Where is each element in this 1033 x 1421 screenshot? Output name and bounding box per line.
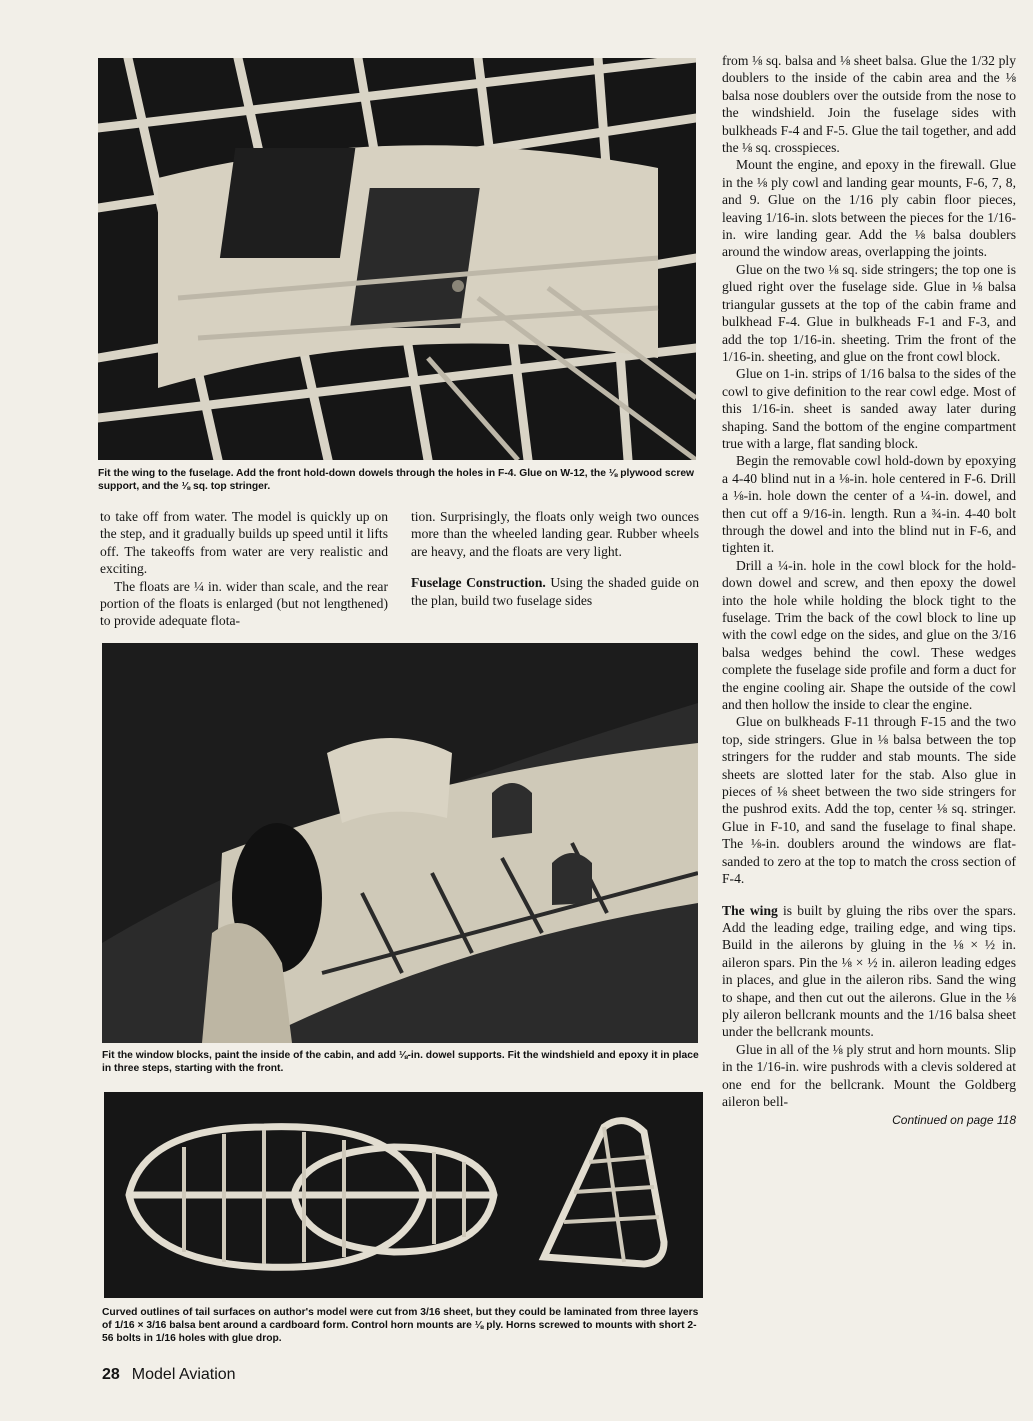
paragraph: to take off from water. The model is quickly up on the step, and it gradually builds up speed until it lifts off. The takeoffs from water are very realistic and exciting.: [100, 509, 388, 577]
paragraph-text: Using the shaded guide on the plan, build two fuselage sides: [411, 575, 699, 608]
paragraph: from ⅛ sq. balsa and ⅛ sheet balsa. Glue the 1/32 ply doublers to the inside of the cabin area and the ⅛ balsa nose doublers over the outside from the nose to the windshield. Join the fuselage sides with bulkheads F-4 and F-5. Glue the tail together, and add the ⅛ sq. crosspieces.: [722, 53, 1016, 156]
magazine-name: Model Aviation: [131, 1366, 236, 1383]
page-footer: [102, 1366, 236, 1384]
photo-cabin-windshield: [102, 643, 698, 1043]
photo2-caption: Fit the window blocks, paint the inside of the cabin, and add ⅛-in. dowel supports. Fit the windshield and epoxy it in place in three steps, starting with the front.: [102, 1050, 699, 1074]
photo-tail-surfaces: [104, 1092, 703, 1298]
paragraph: Drill a ¼-in. hole in the cowl block for the hold-down dowel and screw, and then epoxy the dowel into the hole while holding the block tight to the fuselage. Trim the back of the cowl block to line up with the cowl edge on the sides, and glue on the 3/16 balsa wedges behind the cowl. These wedges complete the fuselage side profile and form a duct for the engine cooling air. Shape the outside of the cowl and then hollow the inside to clear the engine.: [722, 557, 1016, 713]
paragraph: tion. Surprisingly, the floats only weigh two ounces more than the wheeled landing gear. Rubber wheels are heavy, and the floats are very light.: [411, 509, 699, 559]
left-column: [100, 508, 388, 630]
paragraph: Mount the engine, and epoxy in the firewall. Glue in the ⅛ ply cowl and landing gear mounts, F-6, 7, 8, and 9. Glue on the 1/16 ply cabin floor pieces, leaving 1/16-in. slots between the pieces for the 1/16-in. wire landing gear. Add the ⅛ balsa doublers around the window areas, overlapping the joints.: [722, 157, 1016, 260]
paragraph: Glue in all of the ⅛ ply strut and horn mounts. Slip in the 1/16-in. wire pushrods with a clevis soldered at one end for the bellcrank. Mount the Goldberg aileron bell-: [722, 1041, 1016, 1109]
paragraph: [411, 574, 699, 609]
continued-note: Continued on page 118: [892, 1113, 1016, 1128]
photo3-caption: Curved outlines of tail surfaces on author's model were cut from 3/16 sheet, but they could be laminated from three layers of 1/16 × 3/16 balsa bent around a cardboard form. Control horn mounts are ⅛ ply. Horns screwed to mounts with short 2-56 bolts in 1/16 holes with glue drop.: [102, 1307, 699, 1344]
photo-wing-fuselage: [98, 58, 696, 460]
middle-column: [411, 508, 699, 609]
page-number: 28: [102, 1366, 120, 1383]
paragraph: The floats are ¼ in. wider than scale, and the rear portion of the floats is enlarged (but not lengthened) to provide adequate flota-: [100, 578, 388, 629]
paragraph: Glue on the two ⅛ sq. side stringers; the top one is glued right over the fuselage side. Glue in ⅛ balsa triangular gussets at the top of the cabin frame and bulkhead F-4. Glue in bulkheads F-1 and F-3, and add the top 1/16-in. sheeting. Trim the front of the 1/16-in. sheeting, and glue on the front cowl block.: [722, 261, 1016, 364]
section-heading: The wing: [722, 902, 778, 918]
photo1-caption: Fit the wing to the fuselage. Add the front hold-down dowels through the holes in F-4. Glue on W-12, the ⅛ plywood screw support, and the ⅛ sq. top stringer.: [98, 468, 695, 492]
section-heading: Fuselage Construction.: [411, 575, 546, 591]
paragraph: Glue on 1-in. strips of 1/16 balsa to the sides of the cowl to give definition to the rear cowl edge. Most of this 1/16-in. sheet is sanded away later during shaping. Sand the bottom of the engine compartment true with a large, flat sanding block.: [722, 366, 1016, 451]
paragraph: Glue on bulkheads F-11 through F-15 and the two top, side stringers. Glue in ⅛ balsa between the top stringers for the rudder and stab mounts. The side sheets are slotted later for the stab. Also glue in pieces of ⅛ sheet between the two side stringers for the pushrod exits. Add the top, center ⅛ sq. stringer. Glue in F-10, and sand the fuselage to final shape. The ⅛-in. doublers around the windows are flat-sanded to zero at the top to match the cross section of F-4.: [722, 714, 1016, 887]
paragraph-text: is built by gluing the ribs over the spars. Add the leading edge, trailing edge, and wing tips. Build in the ailerons by gluing in the ⅛ × ½ in. aileron spars. Pin the ⅛ × ½ in. aileron leading edges in places, and glue in the aileron ribs. Sand the wing to shape, and then cut out the ailerons. Glue in the ⅛ ply aileron bellcrank mounts and the 1/16 balsa sheet under the bellcrank mounts.: [722, 902, 1016, 1040]
paragraph: Begin the removable cowl hold-down by epoxying a 4-40 blind nut in a ⅛-in. hole centered in F-6. Drill a ⅛-in. hole down the center of a ¼-in. dowel, and then cut off a 9/16-in. length. Run a ¾-in. 4-40 bolt through the dowel and into the blind nut in F-6, and tighten it.: [722, 453, 1016, 556]
paragraph: [722, 902, 1016, 1041]
right-column: [722, 52, 1016, 1130]
